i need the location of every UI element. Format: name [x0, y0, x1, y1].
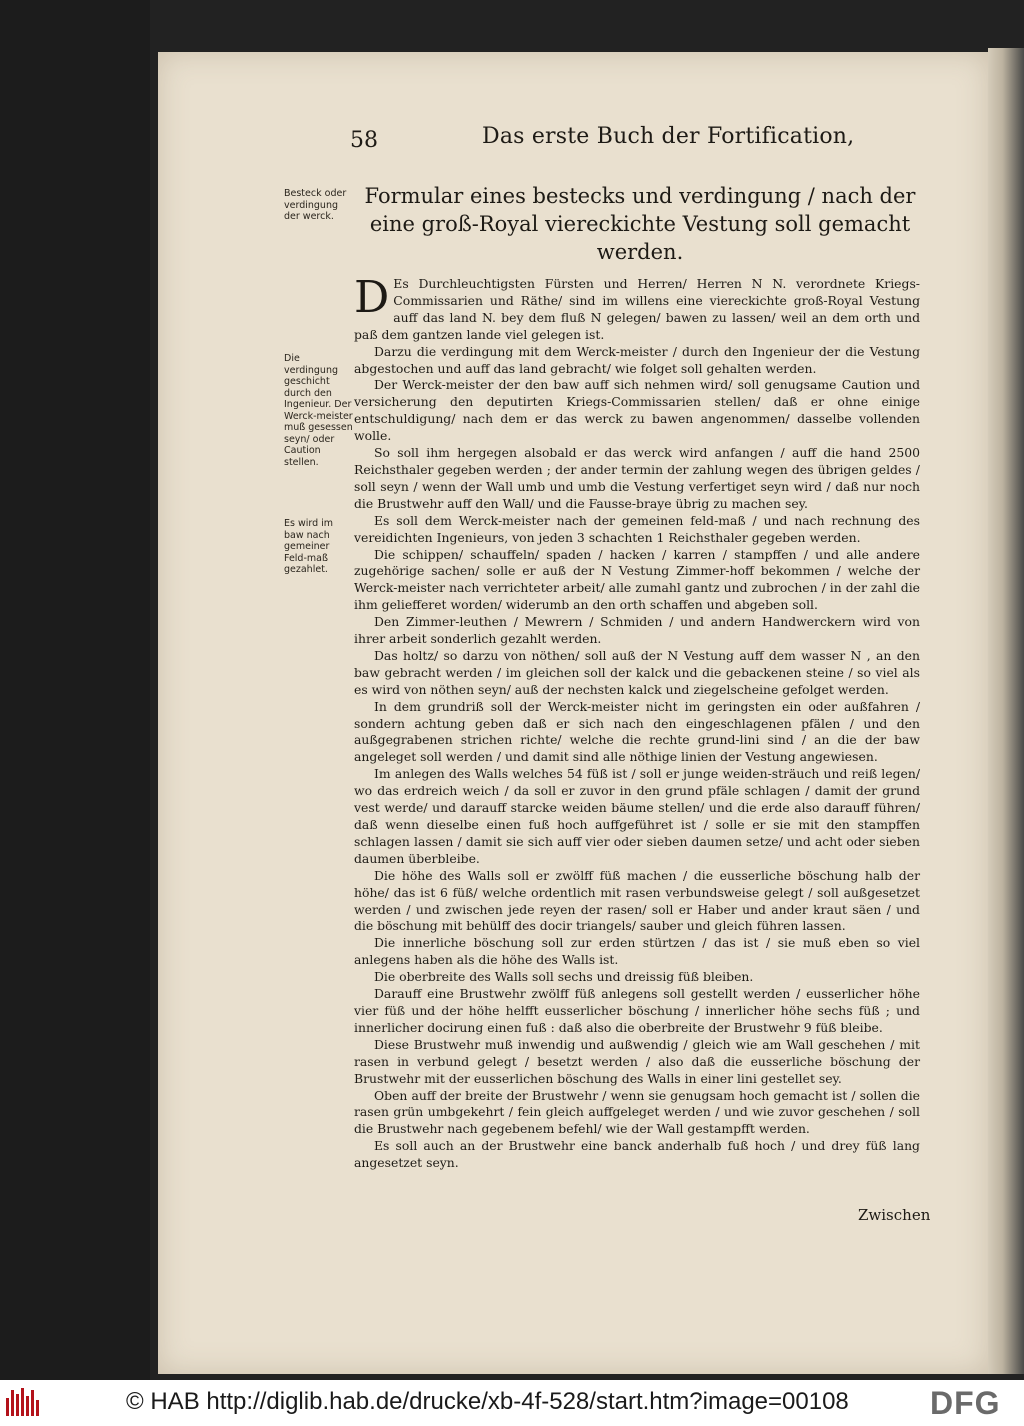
paragraph: So soll ihm hergegen alsobald er das werck wird anfangen / auff die hand 2500 Reichsthaler gegeben werden ; der ander termin der zahlung wegen des übrigen geldes / soll seyn / wenn der Wall umb und umb die Vestung verfertiget seyn wird / daß nur noch die Brustwehr auff den Wall/ und die Fausse-braye übrig zu machen sey. [354, 445, 920, 511]
paragraph: Das holtz/ so darzu von nöthen/ soll auß der N Vestung auff dem wasser N , an den baw gebracht werden / im gleichen soll der kalck und die gebackenen steine / so viel als es wird von nöthen seyn/ auß der nechsten kalck und ziegelscheine gefolget werden. [354, 647, 920, 697]
section-title: Formular eines bestecks und verdingung / nach der eine groß-Royal viereckichte Vestung soll gemacht werden. [364, 184, 916, 264]
dfg-logo: DFG [930, 1385, 1001, 1421]
hab-logo-icon [6, 1388, 40, 1416]
paragraph: Darauff eine Brustwehr zwölff füß anlegens soll gestellt werden / eusserlicher höhe vier füß und der höhe helfft eusserlicher böschung / innerlicher höhe sechs füß ; und innerlicher docirung einen fuß : daß also die oberbreite der Brustwehr 9 füß bleibe. [354, 986, 920, 1035]
catchword: Zwischen [858, 1206, 931, 1224]
paragraph: Es soll auch an der Brustwehr eine banck anderhalb fuß hoch / und drey füß lang angesetzet seyn. [354, 1138, 920, 1171]
copyright-link[interactable]: © HAB http://diglib.hab.de/drucke/xb-4f-528/start.htm?image=00108 [126, 1388, 849, 1415]
marginal-note: Die verdingung geschicht durch den Ingenieur. Der Werck-meister muß gesessen seyn/ oder Caution stellen. [284, 353, 353, 468]
paragraph: In dem grundriß soll der Werck-meister nicht im geringsten ein oder außfahren / sondern achtung geben daß er sich nach den eingeschlagenen pfälen / und den außgegrabenen strichen richte/ welche die rechte grund-lini sind / an die der baw angeleget soll werden / und damit sind alle nöthige linien der Vestung angewiesen. [354, 698, 920, 765]
paragraph: Diese Brustwehr muß inwendig und außwendig / gleich wie am Wall geschehen / mit rasen in verbund gelegt / besetzt werden / also daß die eusserliche böschung der Brustwehr mit der eusserlichen böschung des Walls in einer lini gestellet sey. [354, 1036, 920, 1086]
marginal-note: Besteck oder verdingung der werck. [284, 188, 347, 222]
marginal-note: Es wird im baw nach gemeiner Feld-maß gezahlet. [284, 518, 334, 575]
paragraph: Darzu die verdingung mit dem Werck-meister / durch den Ingenieur der die Vestung abgestochen und auff das land gebracht/ wie folget soll gehalten werden. [354, 343, 920, 376]
paragraph: Oben auff der breite der Brustwehr / wenn sie genugsam hoch gemacht ist / sollen die rasen grün umbgekehrt / fein gleich auffgeleget werden / und wie zuvor geschehen / soll die Brustwehr nach gegebenem befehl/ wie der Wall gestampfft werden. [354, 1087, 920, 1137]
page-number: 58 [350, 128, 378, 153]
paragraph: Die oberbreite des Walls soll sechs und dreissig füß bleiben. [374, 969, 754, 985]
drop-cap: D [354, 272, 390, 323]
paragraph: Die schippen/ schauffeln/ spaden / hacken / karren / stampffen / und alle andere zugehörige sachen/ solle er auß der N Vestung Zimmer-hoff bekommen / welche der Werck-meister nach verrichteter arbeit/ alle zumahl gantz und zubrochen / in der zahl die ihm geliefferet worden/ widerumb an den orth schaffen und abgeben soll. [354, 546, 920, 613]
scan-border [0, 0, 150, 1380]
paragraph: Im anlegen des Walls welches 54 füß ist / soll er junge weiden-sträuch und reiß legen/ wo das erdreich weich / da soll er zuvor in den grund pfäle schlagen / damit der grund vest werde/ und darauff starcke weiden bäume stellen/ und die erde also darauff führen/ daß wenn dieselbe einen fuß hoch auffgeführet ist / solle er sie mit den stampffen schlagen lassen / damit sie sich auff vier oder sieben daumen setze/ und acht oder sieben daumen überbleibe. [354, 766, 920, 866]
page-edge [988, 48, 1024, 1374]
paragraph: Die innerliche böschung soll zur erden stürtzen / das ist / sie muß eben so viel anlegens haben als die höhe des Walls ist. [354, 935, 920, 968]
paragraph: Die höhe des Walls soll er zwölff füß machen / die eusserliche böschung halb der höhe/ das ist 6 füß/ welche ordentlich mit rasen verbundsweise gelegt / soll außgesetzet werden / und zwischen jede reyen der rasen/ soll er Haber und ander kraut säen / und die böschung mit behülff des docir triangels/ sauber und gleich führen lassen. [354, 867, 920, 934]
paragraph: Der Werck-meister der den baw auff sich nehmen wird/ soll genugsame Caution und versicherung den deputirten Kriegs-Commissarien stellen/ daß er ohne einige entschuldigung/ nach dem er das werck zu bawen angenommen/ dasselbe vollenden wolle. [354, 377, 920, 444]
footer-bar [0, 1380, 1024, 1426]
running-head: Das erste Buch der Fortification, [482, 124, 855, 149]
paragraph: Den Zimmer-leuthen / Mewrern / Schmiden / und andern Handwerckern wird von ihrer arbeit sonderlich gezahlt werden. [354, 614, 920, 647]
paragraph: Es soll dem Werck-meister nach der gemeinen feld-maß / und nach rechnung des vereidichten Ingenieurs, von jeden 3 schachten 1 Reichsthaler gegeben werden. [354, 512, 920, 545]
body-text [354, 272, 920, 1172]
paragraph: D Es Durchleuchtigsten Fürsten und Herren/ Herren N N. verordnete Kriegs-Commissarien und Räthe/ sind im willens eine viereckichte groß-Royal Vestung auff das land N. bey dem fluß N gelegen/ bawen zu lassen/ weil an dem orth und paß dem gantzen lande viel gelegen ist. [354, 272, 920, 342]
